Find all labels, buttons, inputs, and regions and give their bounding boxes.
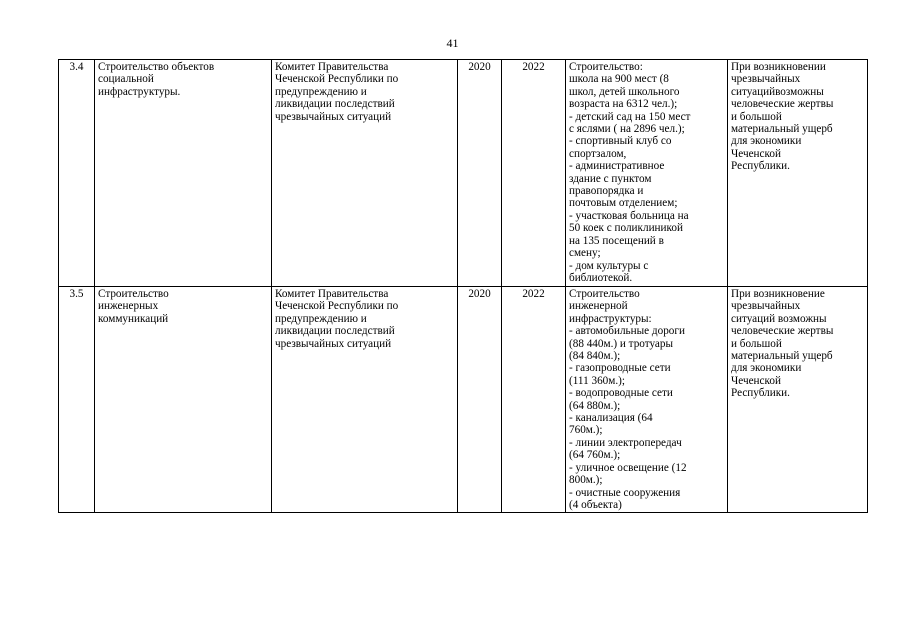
end-year-cell xyxy=(502,60,566,287)
start-year-cell xyxy=(458,287,502,513)
row-number: 3.5 xyxy=(69,288,84,300)
result-line: 50 коек с поликлиникой xyxy=(569,222,683,235)
consequences-line: человеческие жертвы xyxy=(731,98,834,111)
result-line: - автомобильные дороги xyxy=(569,325,685,338)
measures-table xyxy=(58,59,868,513)
result-line: - административное xyxy=(569,160,665,173)
consequences-line: Республики. xyxy=(731,387,790,400)
result-line: 800м.); xyxy=(569,474,603,487)
consequences-line: Чеченской xyxy=(731,147,781,160)
result-line: Строительство xyxy=(569,288,640,300)
row-number: 3.4 xyxy=(69,61,84,73)
result-line: правопорядка и xyxy=(569,185,644,198)
result-line: - уличное освещение (12 xyxy=(569,461,687,474)
result-line: школа на 900 мест (8 xyxy=(569,73,669,86)
result-line: (4 объекта) xyxy=(569,498,622,511)
measure-name-cell xyxy=(95,287,272,513)
consequences-line: При возникновении xyxy=(731,61,826,73)
executor-line: Чеченской Республики по xyxy=(275,73,399,86)
measure-name-line: социальной xyxy=(98,73,154,86)
executor-line: ликвидации последствий xyxy=(275,98,395,111)
measure-name-cell xyxy=(95,60,272,287)
end-year-cell xyxy=(502,287,566,513)
row-number-cell xyxy=(59,60,95,287)
result-line: - спортивный клуб со xyxy=(569,135,672,148)
start-year-cell xyxy=(458,60,502,287)
executor-line: предупреждению и xyxy=(275,85,367,98)
start-year: 2020 xyxy=(468,288,491,300)
consequences-line: материальный ущерб xyxy=(731,350,833,363)
executor-line: Комитет Правительства xyxy=(275,61,389,73)
result-line: инженерной xyxy=(569,300,628,313)
result-line: - детский сад на 150 мест xyxy=(569,110,691,123)
result-line: (64 760м.); xyxy=(569,449,621,462)
result-line: (111 360м.); xyxy=(569,374,625,387)
measure-name-line: Строительство xyxy=(98,288,169,300)
consequences-line: для экономики xyxy=(731,135,802,148)
result-line: смену; xyxy=(569,247,601,260)
result-line: - очистные сооружения xyxy=(569,486,681,499)
result-line: (84 840м.); xyxy=(569,350,621,363)
executor-line: предупреждению и xyxy=(275,312,367,325)
result-line: библиотекой. xyxy=(569,271,633,284)
measure-name-line: коммуникаций xyxy=(98,312,169,325)
measure-name-line: инфраструктуры. xyxy=(98,85,181,98)
consequences-line: человеческие жертвы xyxy=(731,325,834,338)
consequences-line: Республики. xyxy=(731,160,790,173)
result-line: - дом культуры с xyxy=(569,259,649,272)
result-line: - водопроводные сети xyxy=(569,387,673,400)
table-row xyxy=(59,287,868,513)
result-line: - канализация (64 xyxy=(569,412,653,425)
end-year: 2022 xyxy=(522,288,545,300)
result-cell xyxy=(566,60,728,287)
executor-line: ликвидации последствий xyxy=(275,325,395,338)
executor-cell xyxy=(272,287,458,513)
consequences-line: При возникновение xyxy=(731,288,825,300)
result-line: Строительство: xyxy=(569,61,643,73)
executor-cell xyxy=(272,60,458,287)
executor-line: Комитет Правительства xyxy=(275,288,389,300)
consequences-line: для экономики xyxy=(731,362,802,375)
result-line: школ, детей школьного xyxy=(569,85,680,98)
result-line: на 135 посещений в xyxy=(569,234,664,247)
result-line: возраста на 6312 чел.); xyxy=(569,98,678,111)
result-line: (64 880м.); xyxy=(569,399,621,412)
result-line: - линии электропередач xyxy=(569,436,682,449)
measure-name-line: инженерных xyxy=(98,300,159,313)
executor-line: чрезвычайных ситуаций xyxy=(275,110,392,123)
result-cell xyxy=(566,287,728,513)
result-line: - участковая больница на xyxy=(569,209,689,222)
measure-name-line: Строительство объектов xyxy=(98,61,215,73)
table-row xyxy=(59,60,868,287)
consequences-line: ситуацийвозможны xyxy=(731,85,824,98)
consequences-line: материальный ущерб xyxy=(731,123,833,136)
start-year: 2020 xyxy=(468,61,491,73)
executor-line: Чеченской Республики по xyxy=(275,300,399,313)
consequences-line: и большой xyxy=(731,110,782,123)
consequences-line: ситуаций возможны xyxy=(731,312,827,325)
page-number: 41 xyxy=(446,36,459,50)
row-number-cell xyxy=(59,287,95,513)
result-line: 760м.); xyxy=(569,424,603,437)
executor-line: чрезвычайных ситуаций xyxy=(275,337,392,350)
consequences-cell xyxy=(728,287,868,513)
result-line: - газопроводные сети xyxy=(569,362,671,375)
result-line: с яслями ( на 2896 чел.); xyxy=(569,123,685,136)
end-year: 2022 xyxy=(522,61,545,73)
result-line: (88 440м.) и тротуары xyxy=(569,337,674,350)
result-line: инфраструктуры: xyxy=(569,312,652,325)
result-line: почтовым отделением; xyxy=(569,197,678,210)
consequences-line: и большой xyxy=(731,337,782,350)
consequences-cell xyxy=(728,60,868,287)
result-line: спортзалом, xyxy=(569,147,627,160)
consequences-line: чрезвычайных xyxy=(731,300,801,313)
consequences-line: Чеченской xyxy=(731,374,781,387)
consequences-line: чрезвычайных xyxy=(731,73,801,86)
result-line: здание с пунктом xyxy=(569,172,652,185)
